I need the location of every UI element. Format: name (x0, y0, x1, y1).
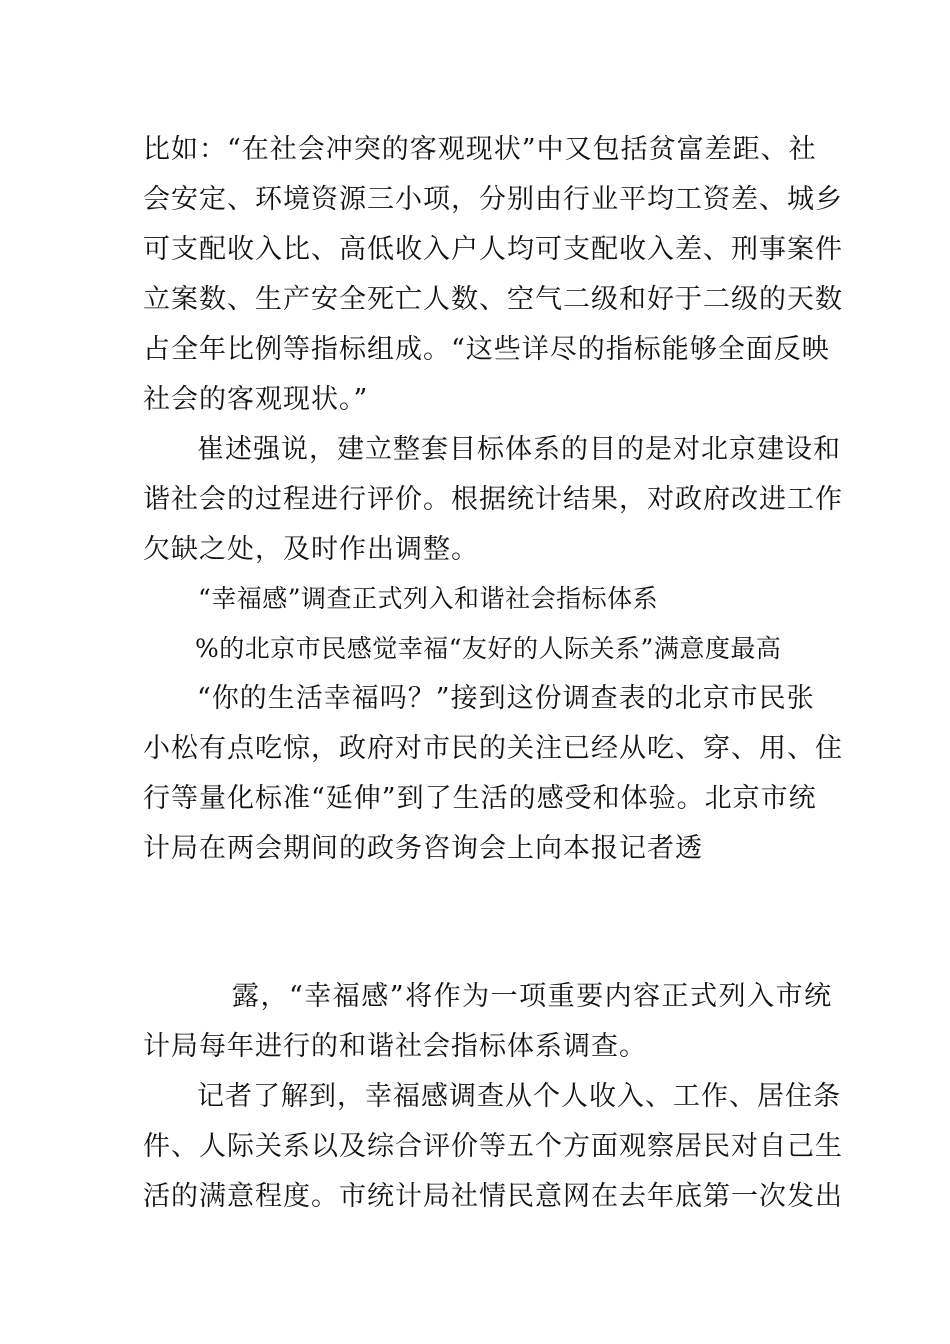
text-line: 欠缺之处，及时作出调整。 (143, 534, 479, 565)
text-line: 会安定、环境资源三小项，分别由行业平均工资差、城乡 (143, 184, 843, 215)
text-line: 可支配收入比、高低收入户人均可支配收入差、刑事案件 (143, 234, 843, 265)
text-line: 谐社会的过程进行评价。根据统计结果，对政府改进工作 (143, 484, 843, 515)
subheading: “幸福感”调查正式列入和谐社会指标体系 (198, 584, 659, 613)
text-line: 社会的客观现状。” (143, 384, 369, 415)
text-line: 比如：“在社会冲突的客观现状”中又包括贫富差距、社 (143, 134, 817, 165)
subheading: %的北京市民感觉幸福“友好的人际关系”满意度最高 (195, 634, 782, 663)
text-line: 崔述强说，建立整套目标体系的目的是对北京建设和 (197, 434, 841, 465)
text-line: 计局每年进行的和谐社会指标体系调查。 (143, 1031, 647, 1062)
text-line: 活的满意程度。市统计局社情民意网在去年底第一次发出 (143, 1181, 843, 1212)
text-line: 露，“幸福感”将作为一项重要内容正式列入市统 (232, 981, 833, 1012)
text-line: 行等量化标准“延伸”到了生活的感受和体验。北京市统 (143, 783, 817, 814)
text-line: 记者了解到，幸福感调查从个人收入、工作、居住条 (197, 1081, 841, 1112)
text-line: 计局在两会期间的政务咨询会上向本报记者透 (143, 833, 703, 864)
text-line: 小松有点吃惊，政府对市民的关注已经从吃、穿、用、住 (143, 733, 843, 764)
text-line: 占全年比例等指标组成。“这些详尽的指标能够全面反映 (143, 334, 830, 365)
text-line: 立案数、生产安全死亡人数、空气二级和好于二级的天数 (143, 284, 843, 315)
text-line: 件、人际关系以及综合评价等五个方面观察居民对自己生 (143, 1131, 843, 1162)
text-line: “你的生活幸福吗？”接到这份调查表的北京市民张 (197, 683, 815, 714)
